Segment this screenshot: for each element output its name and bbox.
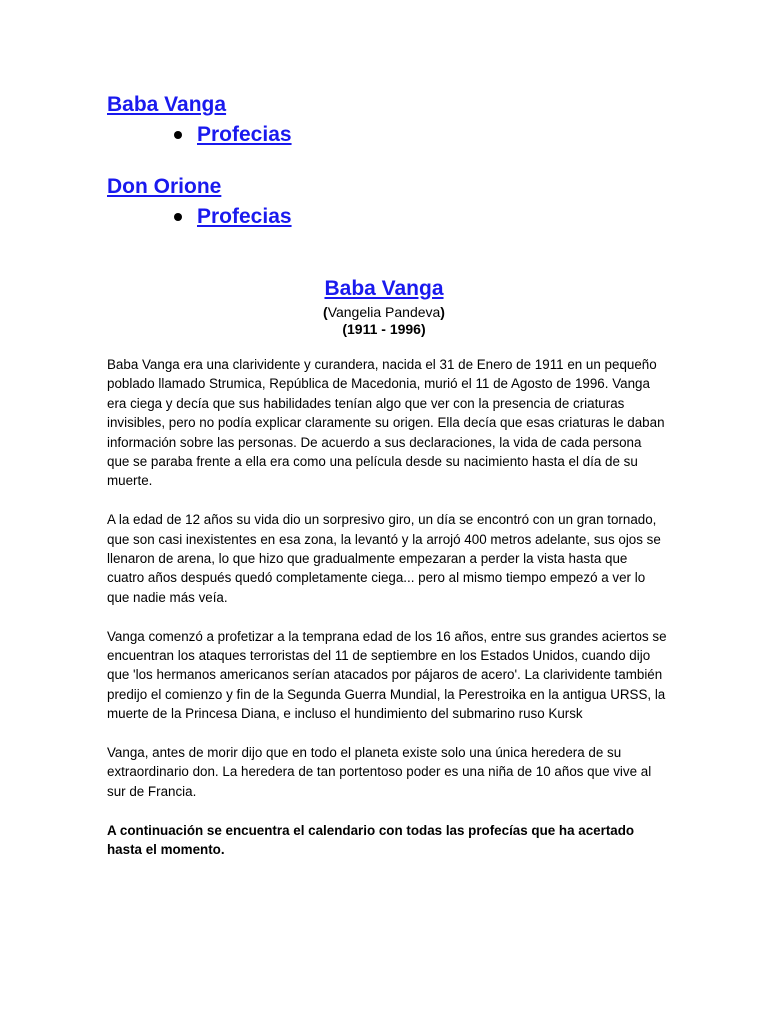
toc-link-don-orione[interactable]: Don Orione (107, 175, 222, 198)
section-header (0, 274, 768, 338)
paragraph: A la edad de 12 años su vida dio un sorpresivo giro, un día se encontró con un gran tornado, que son casi inexistentes en esa zona, la levantó y la arrojó 400 metros adelante, sus ojos se llenaron de arena, lo que hizo que gradualmente empezaran a perder la vista hasta que cuatro años después quedó completamente ciega... pero al mismo tiempo empezó a ver lo que nadie más veía. (107, 512, 661, 605)
closing-paragraph: A continuación se encuentra el calendario con todas las profecías que ha acertado hasta el momento. (107, 822, 635, 858)
body-text (107, 355, 667, 879)
bullet-icon (174, 213, 182, 221)
toc-subitem (107, 202, 667, 234)
paragraph: Baba Vanga era una clarividente y curandera, nacida el 31 de Enero de 1911 en un pequeño poblado llamado Strumica, República de Macedonia, murió el 11 de Agosto de 1996. Vanga era ciega y decía que sus habilidades tenían algo que ver con la presencia de criaturas invisibles, pero no podía explicar claramente su origen. Ella decía que esas criaturas le daban información sobre las personas. De acuerdo a sus declaraciones, la vida de cada persona que se paraba frente a ella era como una película desde su nacimiento hasta el día de su muerte. (107, 357, 665, 489)
paren-open: ( (323, 304, 328, 320)
toc-sublist (107, 202, 667, 234)
paragraph: Vanga comenzó a profetizar a la temprana edad de los 16 años, entre sus grandes aciertos se encuentran los ataques terroristas del 11 de septiembre en los Estados Unidos, cuando dijo que 'los hermanos americanos serían atacados por pájaros de acero'. La clarividente también predijo el comienzo y fin de la Segunda Guerra Mundial, la Perestroika en la antigua URSS, la muerte de la Princesa Diana, e incluso el hundimiento del submarino ruso Kursk (107, 628, 667, 722)
subtitle-name: Vangelia Pandeva (327, 304, 441, 320)
section-subtitle (0, 304, 768, 321)
toc-subitem (107, 120, 667, 152)
toc-sublist (107, 120, 667, 152)
toc-link-don-orione-profecias[interactable]: Profecias (197, 205, 292, 228)
section-title[interactable]: Baba Vanga (324, 277, 444, 300)
paren-close: ) (440, 304, 445, 320)
paragraph: Vanga, antes de morir dijo que en todo el planeta existe solo una única heredera de su extraordinario don. La heredera de tan portentoso poder es una niña de 10 años que vive al sur de Francia. (107, 745, 652, 799)
section-years: (1911 - 1996) (342, 321, 426, 337)
toc-link-baba-vanga-profecias[interactable]: Profecias (197, 123, 292, 146)
toc-entry-don-orione (107, 172, 667, 234)
toc-link-baba-vanga[interactable]: Baba Vanga (107, 93, 227, 116)
table-of-contents (107, 90, 667, 234)
toc-entry-baba-vanga (107, 90, 667, 152)
bullet-icon (174, 131, 182, 139)
